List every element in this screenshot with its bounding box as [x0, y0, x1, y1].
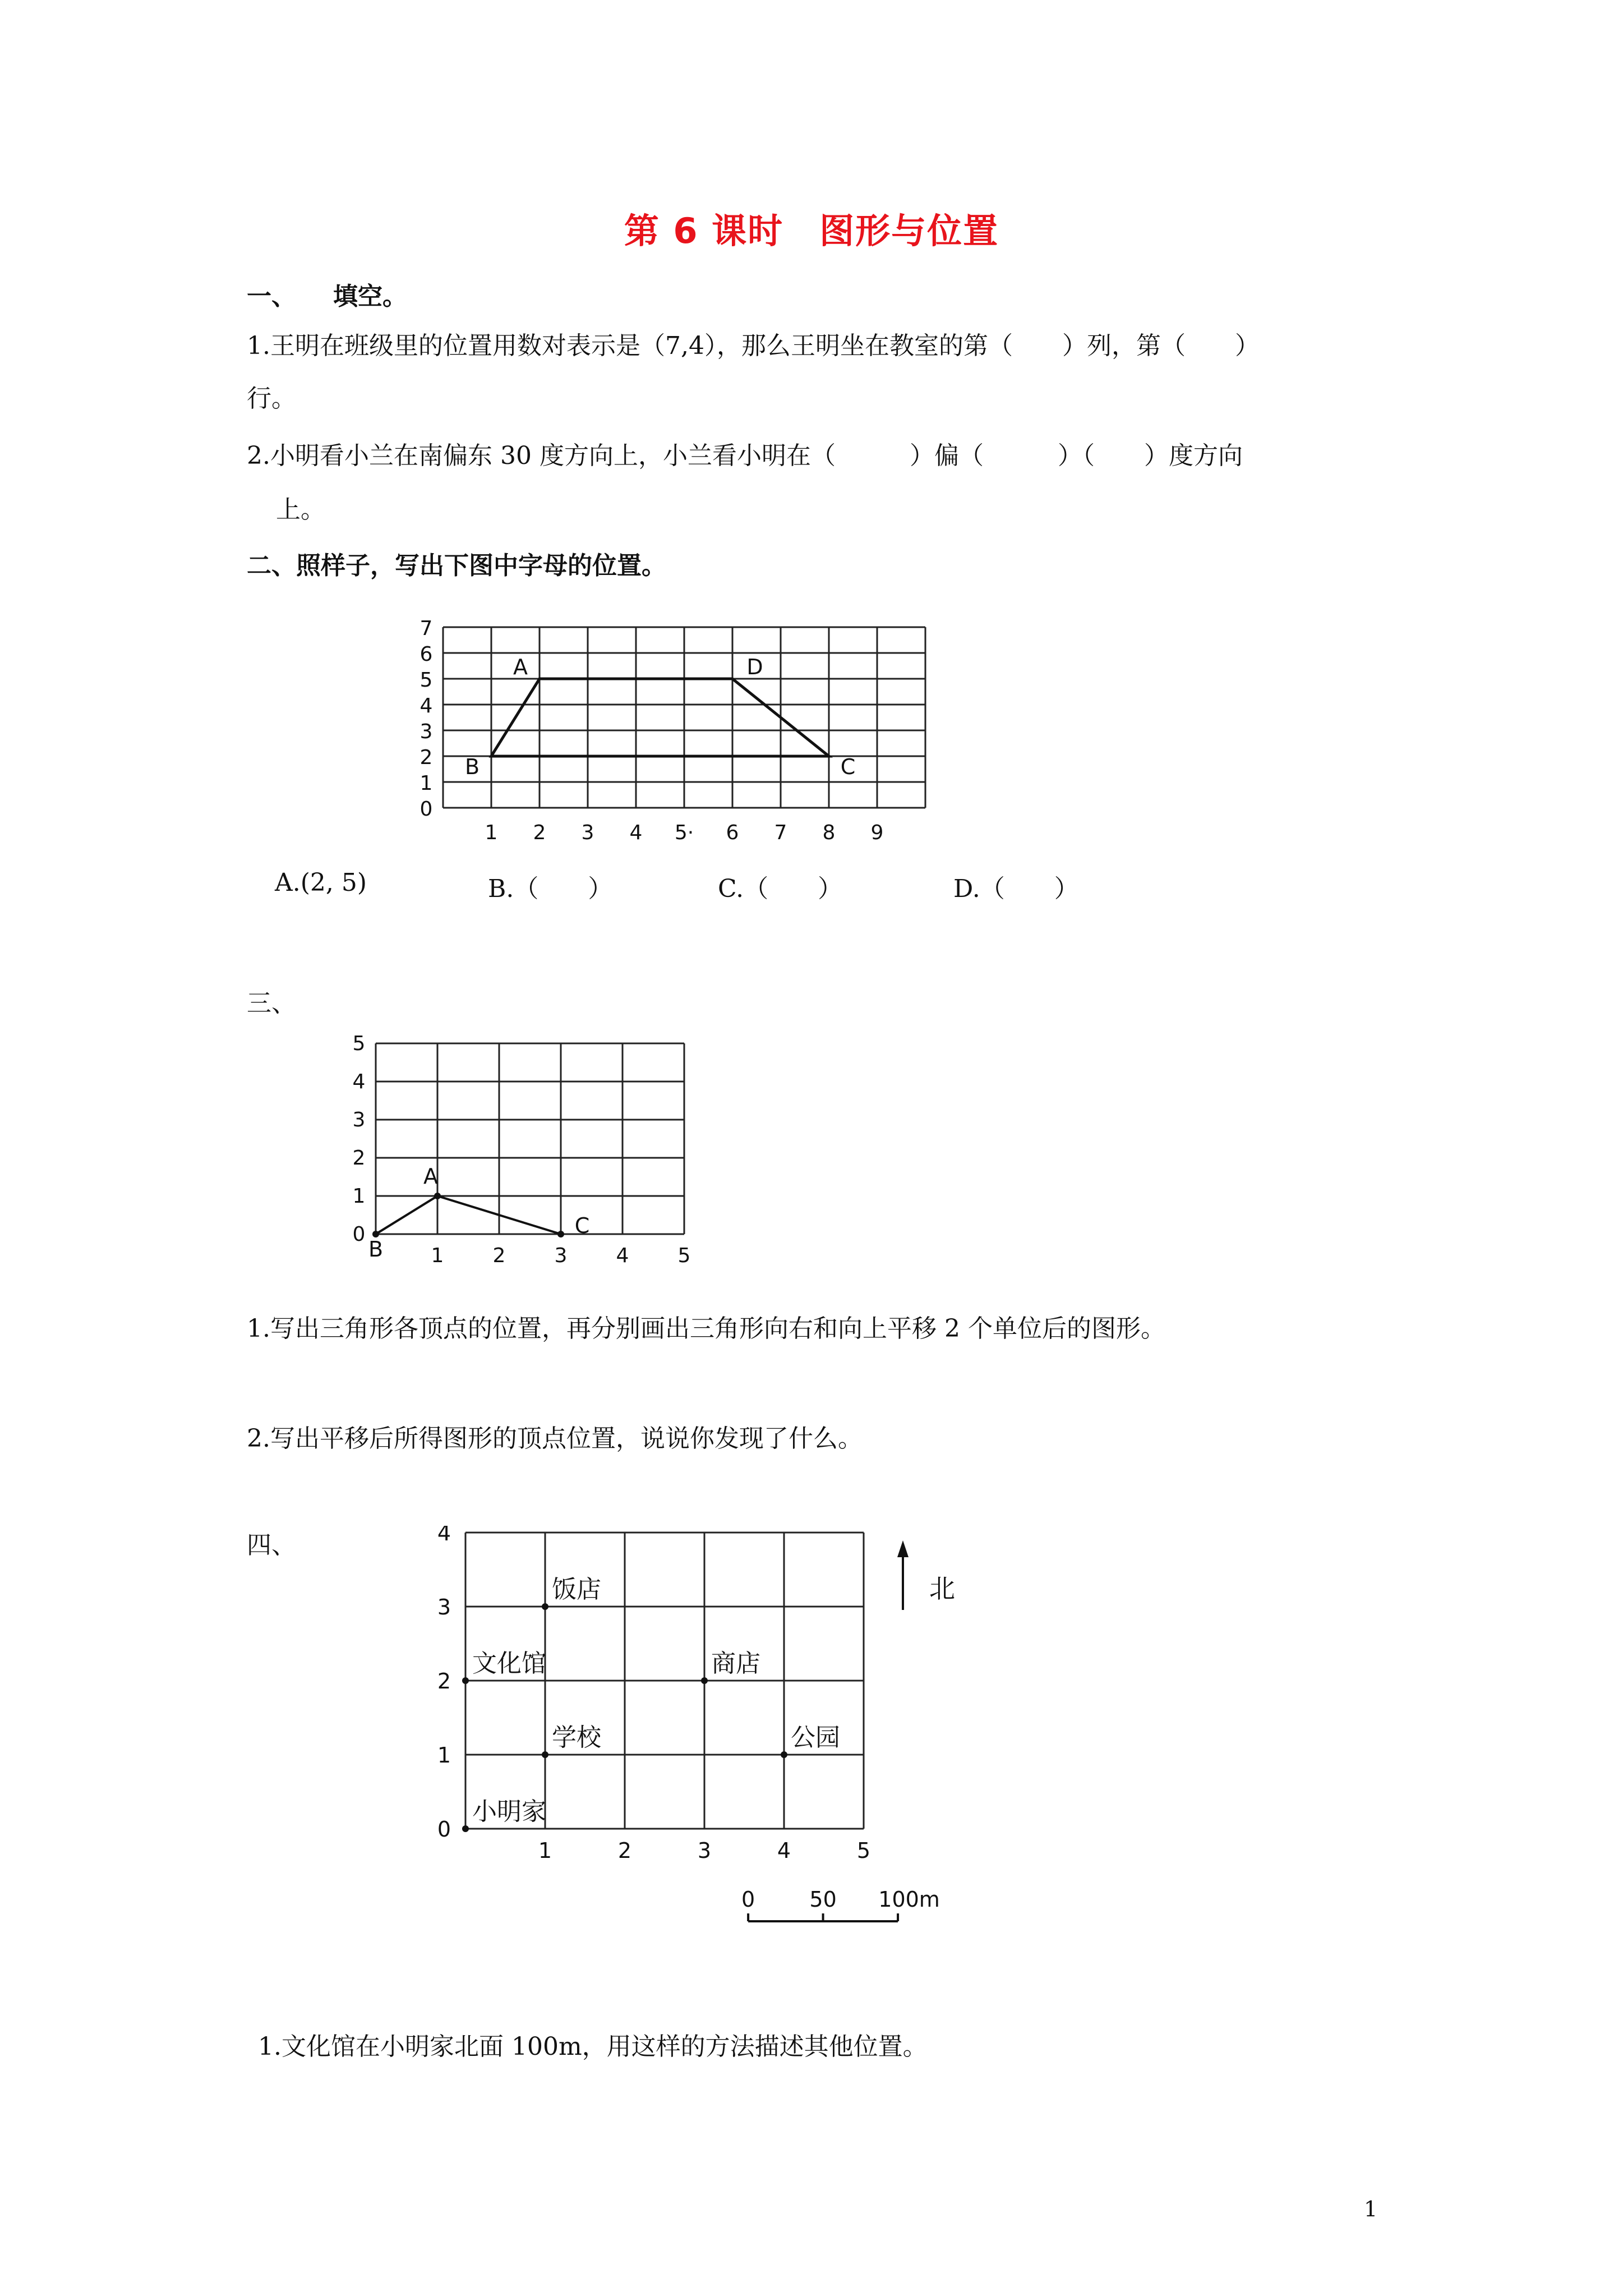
triangle-outline: [376, 1196, 561, 1234]
x-tick-label: 5: [677, 1244, 691, 1267]
x-tick-label: 2: [533, 821, 546, 841]
x-tick-label: 5: [856, 1838, 871, 1863]
place-label: 公园: [791, 1723, 840, 1752]
x-tick-label: 7: [774, 821, 787, 841]
x-tick-label: 8: [822, 821, 836, 841]
answer-a: A.(2, 5): [275, 868, 367, 897]
x-tick-label: 1: [538, 1838, 552, 1863]
x-tick-label: 5·: [674, 821, 694, 841]
y-tick-label: 7: [419, 617, 433, 640]
x-tick-label: 2: [617, 1838, 632, 1863]
y-tick-label: 4: [437, 1526, 451, 1545]
y-tick-label: 0: [352, 1223, 366, 1246]
north-indicator: [897, 1540, 955, 1610]
y-tick-label: 1: [419, 772, 433, 795]
point-label-c: C: [574, 1213, 590, 1238]
y-tick-label: 6: [419, 643, 433, 666]
y-tick-label: 2: [352, 1147, 366, 1170]
place-dot: [542, 1751, 548, 1758]
answer-b: B.（ ）: [488, 875, 613, 903]
place-dot: [781, 1751, 787, 1758]
x-tick-label: 2: [492, 1244, 506, 1267]
section-3-heading: 三、: [247, 989, 296, 1018]
y-tick-label: 0: [437, 1817, 451, 1842]
x-tick-label: 9: [870, 821, 884, 841]
vertex-dot: [434, 1193, 441, 1199]
answer-c: C.（ ）: [718, 875, 843, 903]
point-label-c: C: [840, 754, 856, 779]
point-label-d: D: [746, 655, 763, 679]
trapezoid-outline: [491, 679, 829, 756]
question-1-2-line2: 上。: [276, 495, 325, 524]
place-label: 商店: [711, 1649, 760, 1678]
place-label: 学校: [552, 1723, 601, 1752]
x-tick-label: 6: [726, 821, 739, 841]
y-tick-label: 1: [352, 1185, 366, 1208]
x-tick-label: 3: [581, 821, 594, 841]
trapezoid-shape: [465, 655, 855, 779]
x-tick-label: 3: [697, 1838, 712, 1863]
scale-label: 100m: [878, 1887, 940, 1912]
north-arrow-head: [897, 1540, 909, 1557]
section-2-grid-figure: [404, 595, 942, 841]
section-1-heading: 一、 填空。: [247, 282, 407, 311]
section-4-map-figure: [415, 1526, 998, 1963]
x-tick-label: 4: [629, 821, 643, 841]
question-1-2-line1: 2.小明看小兰在南偏东 30 度方向上，小兰看小明在（ ）偏（ ）（ ）度方向: [247, 441, 1243, 470]
question-1-1-line2: 行。: [247, 384, 296, 413]
scale-label: 0: [741, 1887, 755, 1912]
x-tick-label: 1: [485, 821, 498, 841]
place-dot: [701, 1677, 708, 1684]
y-tick-label: 2: [437, 1669, 451, 1694]
y-tick-label: 0: [419, 798, 433, 821]
page-title: 第 6 课时 图形与位置: [624, 210, 999, 251]
north-label: 北: [929, 1573, 955, 1604]
y-tick-label: 1: [437, 1743, 451, 1768]
place-dot: [462, 1825, 469, 1832]
x-tick-label: 1: [431, 1244, 444, 1267]
x-tick-label: 4: [616, 1244, 629, 1267]
map-grid: [465, 1533, 864, 1829]
section-3-grid-figure: [336, 987, 729, 1279]
place-label: 饭店: [552, 1575, 601, 1604]
place-dot: [462, 1677, 469, 1684]
y-tick-label: 3: [419, 720, 433, 743]
x-tick-label: 4: [777, 1838, 791, 1863]
place-label: 小明家: [472, 1797, 546, 1826]
scale-bar: [741, 1887, 940, 1921]
section-2-heading: 二、照样子，写出下图中字母的位置。: [247, 551, 666, 580]
scale-label: 50: [809, 1887, 837, 1912]
place-dot: [542, 1603, 548, 1610]
vertex-dot: [557, 1231, 564, 1237]
point-label-a: A: [513, 655, 528, 679]
point-label-b: B: [368, 1237, 384, 1262]
page-number: 1: [1364, 2197, 1378, 2221]
y-tick-label: 4: [419, 694, 433, 717]
y-tick-label: 4: [352, 1070, 366, 1093]
axis-ticks: [353, 1032, 691, 1267]
y-tick-label: 2: [419, 746, 433, 769]
x-tick-label: 3: [554, 1244, 568, 1267]
question-3-1: 1.写出三角形各顶点的位置，再分别画出三角形向右和向上平移 2 个单位后的图形。: [247, 1314, 1165, 1343]
y-tick-label: 5: [352, 1032, 366, 1055]
y-tick-label: 3: [352, 1108, 366, 1131]
y-tick-label: 3: [437, 1595, 451, 1619]
question-1-1-line1: 1.王明在班级里的位置用数对表示是（7,4），那么王明坐在教室的第（ ）列，第（ ）: [247, 332, 1260, 360]
question-3-2: 2.写出平移后所得图形的顶点位置，说说你发现了什么。: [247, 1424, 863, 1453]
place-label: 文化馆: [472, 1649, 546, 1678]
answer-d: D.（ ）: [953, 875, 1079, 903]
section-4-heading: 四、: [247, 1531, 296, 1559]
point-label-b: B: [464, 754, 480, 779]
point-label-a: A: [423, 1164, 438, 1189]
question-4-1: 1.文化馆在小明家北面 100m，用这样的方法描述其他位置。: [258, 2032, 928, 2061]
y-tick-label: 5: [419, 669, 433, 692]
